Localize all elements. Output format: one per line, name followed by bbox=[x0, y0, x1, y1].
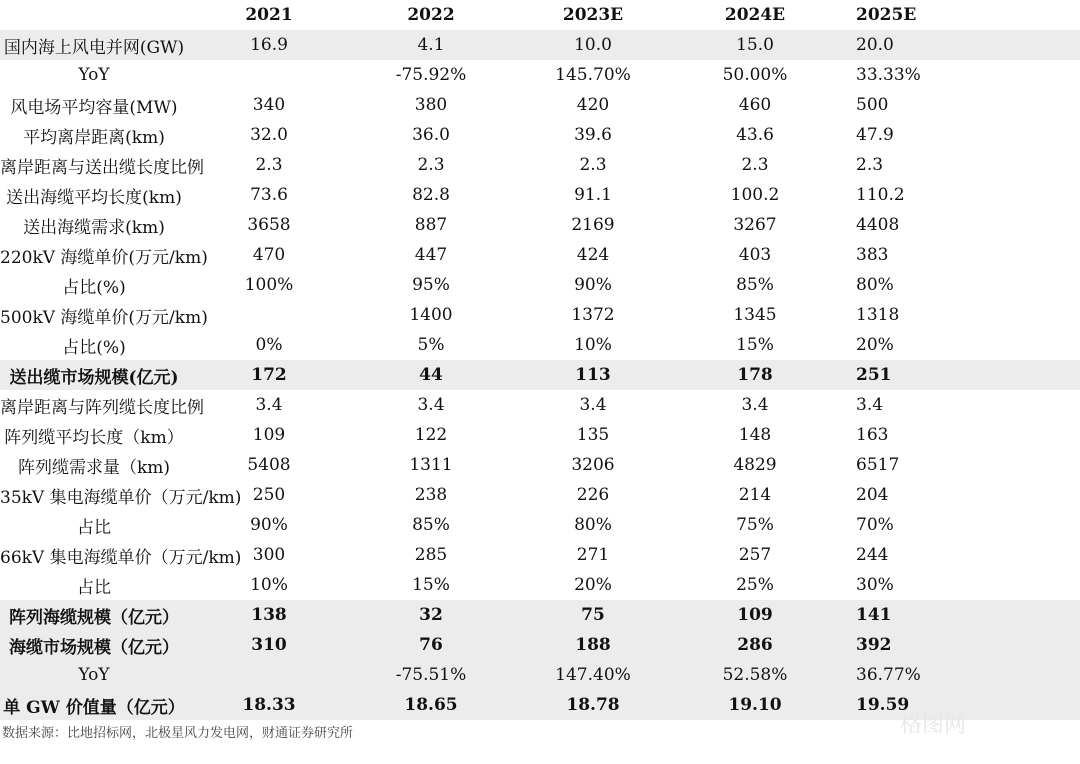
table-row bbox=[0, 360, 1080, 390]
cell-2021: 3.4 bbox=[255, 395, 283, 415]
cell-2023e: 420 bbox=[576, 95, 610, 115]
row-label: YoY bbox=[0, 660, 188, 690]
cell-2021: 470 bbox=[252, 245, 286, 265]
cell-2021: 90% bbox=[250, 515, 288, 535]
header-cell-label bbox=[0, 0, 188, 30]
table-row bbox=[0, 270, 1080, 300]
cell-2021: 2.3 bbox=[255, 155, 283, 175]
cell-2023e: 147.40% bbox=[512, 660, 674, 690]
cell-2024e: 4829 bbox=[733, 455, 777, 475]
cell-2022: 82.8 bbox=[412, 185, 450, 205]
cell-2025e: 2.3 bbox=[856, 155, 884, 175]
cell-2021: 340 bbox=[252, 95, 286, 115]
cell-2025e: 19.59 bbox=[836, 690, 1080, 720]
cell-2022: 44 bbox=[350, 360, 512, 390]
cell-2023e: 271 bbox=[576, 545, 610, 565]
cell-2024e: 148 bbox=[738, 425, 772, 445]
cell-2022: 122 bbox=[414, 425, 448, 445]
cell-2023e: 75 bbox=[512, 600, 674, 630]
row-label: YoY bbox=[78, 65, 110, 85]
table-row bbox=[0, 480, 1080, 510]
row-label: 阵列缆平均长度（km） bbox=[4, 427, 184, 448]
cell-2021: 109 bbox=[252, 425, 286, 445]
row-label: 66kV 集电海缆单价（万元/km) bbox=[0, 547, 242, 568]
cell-2022: 380 bbox=[414, 95, 448, 115]
cell-2025e: 500 bbox=[856, 95, 889, 115]
cell-2025e: 392 bbox=[836, 630, 1080, 660]
cell-2025e: 36.77% bbox=[836, 660, 1080, 690]
cell-2022: 18.65 bbox=[350, 690, 512, 720]
cell-2025e: 30% bbox=[856, 575, 894, 595]
cell-2021: 172 bbox=[188, 360, 350, 390]
cell-2024e: 257 bbox=[738, 545, 772, 565]
cell-2025e: 70% bbox=[856, 515, 894, 535]
cell-2022: -75.92% bbox=[395, 65, 467, 85]
cell-2022: 4.1 bbox=[350, 30, 512, 60]
table-row bbox=[0, 240, 1080, 270]
table-row bbox=[0, 30, 1080, 60]
cell-2023e: 113 bbox=[512, 360, 674, 390]
cell-2025e: 80% bbox=[856, 275, 894, 295]
cell-2021: 138 bbox=[188, 600, 350, 630]
table-row bbox=[0, 150, 1080, 180]
cell-2024e: 15% bbox=[736, 335, 774, 355]
cell-2024e: 85% bbox=[736, 275, 774, 295]
cell-2022: 1400 bbox=[409, 305, 453, 325]
cell-2024e: 43.6 bbox=[736, 125, 774, 145]
cell-2021: 32.0 bbox=[250, 125, 288, 145]
cell-2023e: 188 bbox=[512, 630, 674, 660]
cell-2024e: 1345 bbox=[733, 305, 777, 325]
cell-2023e: 20% bbox=[574, 575, 612, 595]
cell-2023e: 2169 bbox=[571, 215, 615, 235]
cell-2025e: 20.0 bbox=[836, 30, 1080, 60]
table-row bbox=[0, 210, 1080, 240]
cell-2024e: 19.10 bbox=[674, 690, 836, 720]
table-row bbox=[0, 60, 1080, 90]
cell-2024e: 15.0 bbox=[674, 30, 836, 60]
table-row bbox=[0, 540, 1080, 570]
cell-2024e: 214 bbox=[738, 485, 772, 505]
cell-2024e: 100.2 bbox=[730, 185, 780, 205]
cell-2023e: 145.70% bbox=[555, 65, 631, 85]
cell-2023e: 2.3 bbox=[579, 155, 607, 175]
cell-2022: 95% bbox=[412, 275, 450, 295]
row-label: 离岸距离与送出缆长度比例 bbox=[0, 157, 204, 178]
table-row bbox=[0, 570, 1080, 600]
cell-2021: 3658 bbox=[247, 215, 291, 235]
cell-2023e: 1372 bbox=[571, 305, 615, 325]
row-label: 送出缆市场规模(亿元) bbox=[0, 360, 188, 390]
header-row bbox=[0, 0, 1080, 30]
table-row bbox=[0, 510, 1080, 540]
table-row bbox=[0, 600, 1080, 630]
cell-2023e: 3206 bbox=[571, 455, 615, 475]
cell-2022: 447 bbox=[414, 245, 448, 265]
cell-2022: 36.0 bbox=[412, 125, 450, 145]
source-note: 数据来源：比地招标网，北极星风力发电网，财通证券研究所 bbox=[2, 726, 354, 741]
cell-2023e: 424 bbox=[576, 245, 610, 265]
cell-2023e: 10% bbox=[574, 335, 612, 355]
cell-2021: 73.6 bbox=[250, 185, 288, 205]
row-label: 占比 bbox=[77, 577, 111, 598]
cell-2022: 285 bbox=[414, 545, 448, 565]
cell-2021: 100% bbox=[244, 275, 294, 295]
row-label: 送出海缆需求(km) bbox=[23, 217, 165, 238]
table-row bbox=[0, 300, 1080, 330]
cell-2021: 310 bbox=[188, 630, 350, 660]
cell-2025e: 163 bbox=[856, 425, 889, 445]
cell-2022: 1311 bbox=[409, 455, 453, 475]
cell-2025e: 204 bbox=[856, 485, 889, 505]
table-row bbox=[0, 450, 1080, 480]
cell-2025e: 141 bbox=[836, 600, 1080, 630]
cell-2024e: 75% bbox=[736, 515, 774, 535]
cell-2025e: 383 bbox=[856, 245, 889, 265]
row-label: 海缆市场规模（亿元） bbox=[0, 630, 188, 660]
row-label: 送出海缆平均长度(km) bbox=[6, 187, 182, 208]
header-cell-2022: 2022 bbox=[407, 5, 455, 25]
cell-2024e: 25% bbox=[736, 575, 774, 595]
row-label: 平均离岸距离(km) bbox=[23, 127, 165, 148]
table-row bbox=[0, 90, 1080, 120]
table-row bbox=[0, 180, 1080, 210]
cell-2022: -75.51% bbox=[350, 660, 512, 690]
cell-2022: 5% bbox=[417, 335, 445, 355]
cell-2022: 238 bbox=[414, 485, 448, 505]
cell-2022: 76 bbox=[350, 630, 512, 660]
cell-2022: 3.4 bbox=[417, 395, 445, 415]
cell-2024e: 2.3 bbox=[741, 155, 769, 175]
cell-2022: 32 bbox=[350, 600, 512, 630]
table-row bbox=[0, 330, 1080, 360]
watermark: 格图网 bbox=[900, 713, 967, 738]
table-row bbox=[0, 120, 1080, 150]
cell-2023e: 80% bbox=[574, 515, 612, 535]
cell-2025e: 244 bbox=[856, 545, 889, 565]
cell-2024e: 460 bbox=[738, 95, 772, 115]
cell-2024e: 109 bbox=[674, 600, 836, 630]
cell-2022: 85% bbox=[412, 515, 450, 535]
header-cell-2025e: 2025E bbox=[856, 5, 917, 25]
row-label: 阵列缆需求量（km) bbox=[17, 457, 171, 478]
cell-2025e: 1318 bbox=[856, 305, 900, 325]
cell-2024e: 286 bbox=[674, 630, 836, 660]
row-label: 占比 bbox=[77, 517, 111, 538]
cell-2025e: 251 bbox=[836, 360, 1080, 390]
cell-2025e: 110.2 bbox=[856, 185, 905, 205]
cell-2024e: 50.00% bbox=[722, 65, 788, 85]
row-label: 风电场平均容量(MW) bbox=[10, 97, 178, 118]
cell-2022: 887 bbox=[414, 215, 448, 235]
cell-2021 bbox=[188, 300, 350, 330]
cell-2021: 0% bbox=[255, 335, 283, 355]
row-label: 国内海上风电并网(GW) bbox=[0, 30, 188, 60]
cell-2025e: 33.33% bbox=[856, 65, 921, 85]
row-label: 占比(%) bbox=[62, 337, 126, 358]
cell-2023e: 90% bbox=[574, 275, 612, 295]
cell-2023e: 39.6 bbox=[574, 125, 612, 145]
cell-2024e: 403 bbox=[738, 245, 772, 265]
cell-2023e: 3.4 bbox=[579, 395, 607, 415]
cell-2021 bbox=[188, 60, 350, 90]
cell-2024e: 52.58% bbox=[674, 660, 836, 690]
cell-2023e: 226 bbox=[576, 485, 610, 505]
table-row bbox=[0, 390, 1080, 420]
table-row bbox=[0, 630, 1080, 660]
row-label: 220kV 海缆单价(万元/km) bbox=[0, 247, 208, 268]
cell-2021: 16.9 bbox=[188, 30, 350, 60]
cell-2021: 5408 bbox=[247, 455, 291, 475]
cell-2021: 10% bbox=[250, 575, 288, 595]
cell-2022: 15% bbox=[412, 575, 450, 595]
cell-2025e: 47.9 bbox=[856, 125, 894, 145]
row-label: 占比(%) bbox=[62, 277, 126, 298]
cell-2023e: 135 bbox=[576, 425, 610, 445]
row-label: 500kV 海缆单价(万元/km) bbox=[0, 307, 208, 328]
cell-2024e: 178 bbox=[674, 360, 836, 390]
row-label: 阵列海缆规模（亿元） bbox=[0, 600, 188, 630]
table-body bbox=[0, 30, 1080, 720]
cell-2021: 250 bbox=[252, 485, 286, 505]
row-label: 离岸距离与阵列缆长度比例 bbox=[0, 397, 204, 418]
cell-2022: 2.3 bbox=[417, 155, 445, 175]
cell-2024e: 3.4 bbox=[741, 395, 769, 415]
cell-2021 bbox=[188, 660, 350, 690]
header-cell-2023e: 2023E bbox=[562, 5, 624, 25]
cell-2021: 300 bbox=[252, 545, 286, 565]
cell-2025e: 4408 bbox=[856, 215, 900, 235]
cell-2023e: 18.78 bbox=[512, 690, 674, 720]
header-cell-2024e: 2024E bbox=[724, 5, 786, 25]
row-label: 35kV 集电海缆单价（万元/km) bbox=[0, 487, 242, 508]
cell-2023e: 10.0 bbox=[512, 30, 674, 60]
header-cell-2021: 2021 bbox=[245, 5, 293, 25]
table-row bbox=[0, 660, 1080, 690]
cell-2025e: 20% bbox=[856, 335, 894, 355]
cell-2023e: 91.1 bbox=[574, 185, 612, 205]
cell-2025e: 6517 bbox=[856, 455, 900, 475]
cell-2024e: 3267 bbox=[733, 215, 777, 235]
cell-2025e: 3.4 bbox=[856, 395, 884, 415]
row-label: 单 GW 价值量（亿元） bbox=[0, 690, 188, 720]
cell-2021: 18.33 bbox=[188, 690, 350, 720]
table-row bbox=[0, 420, 1080, 450]
